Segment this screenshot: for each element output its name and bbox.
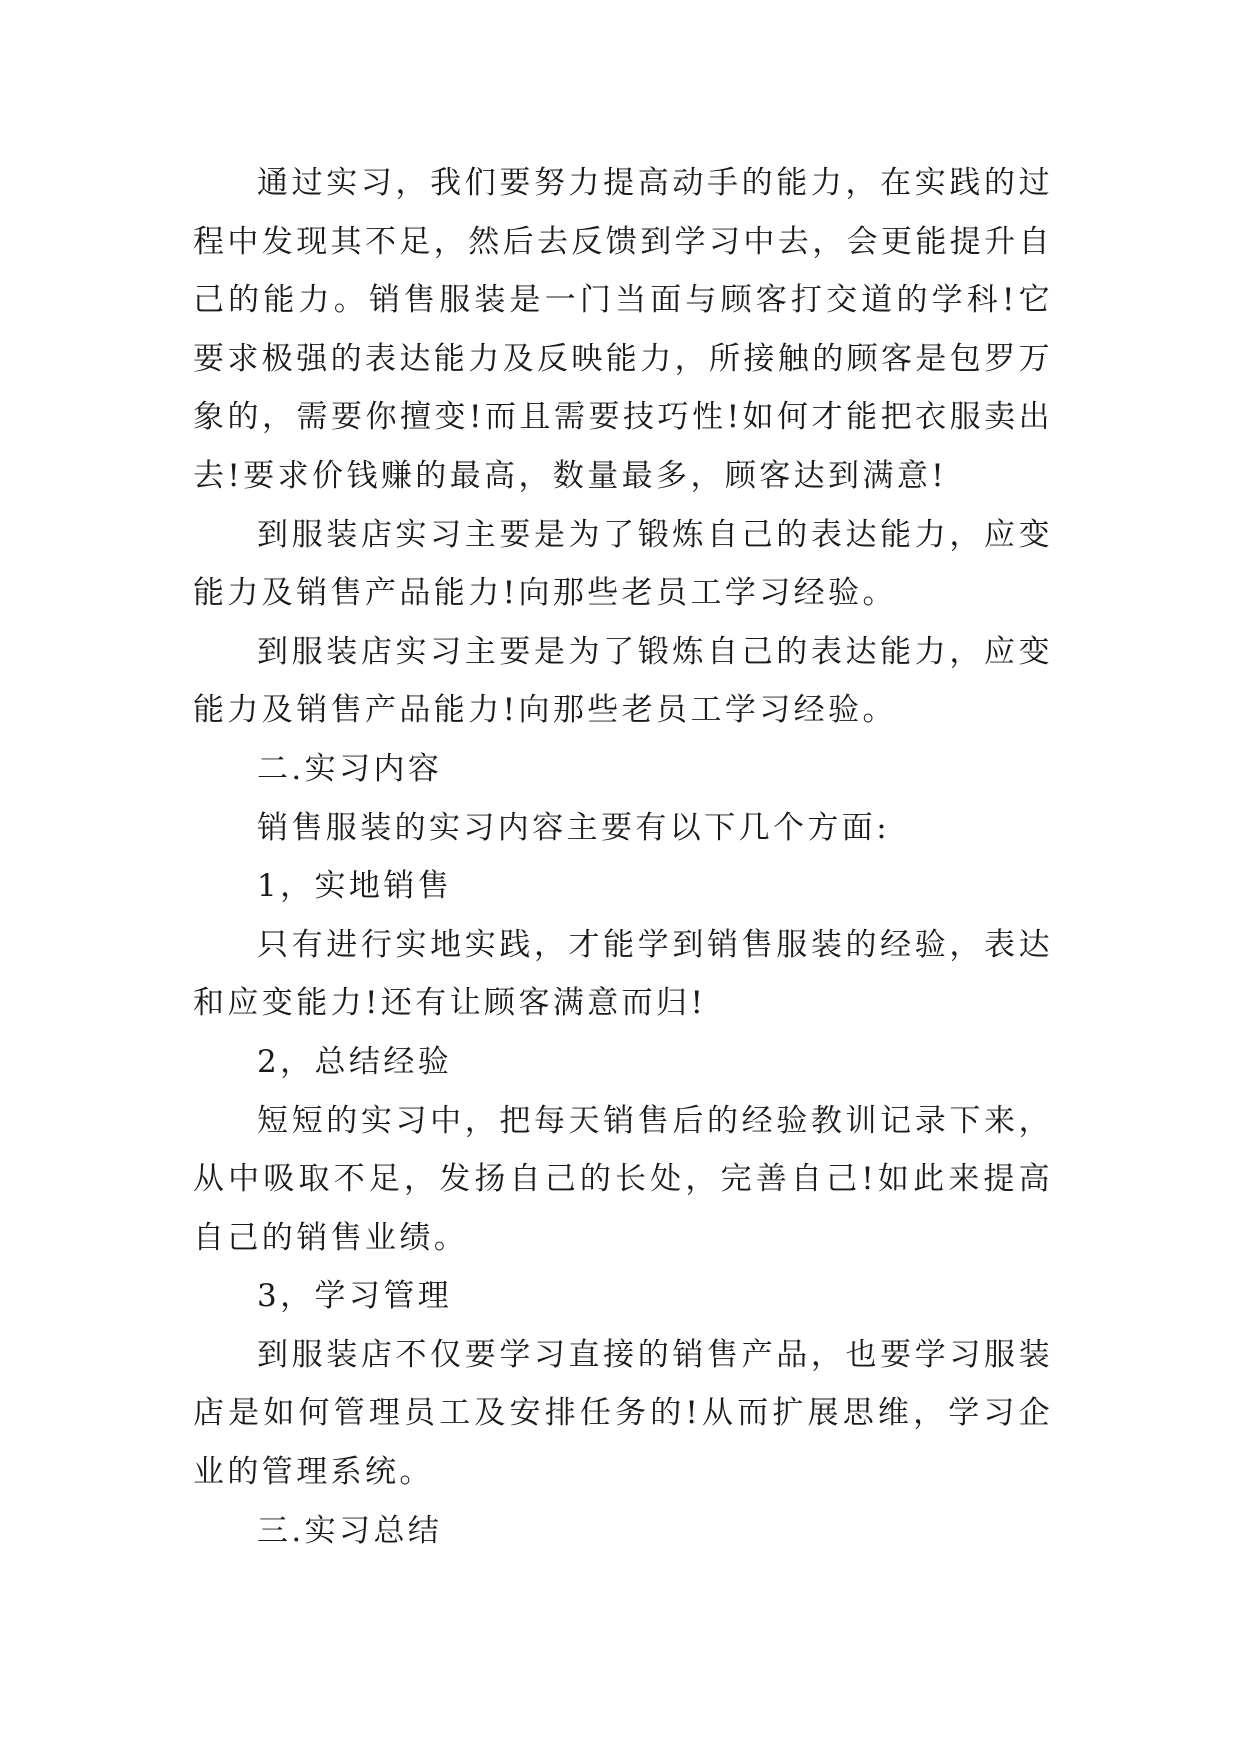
subheading-field-sales: 1，实地销售 [257,868,453,905]
document-body [193,154,1053,1560]
paragraph-field-sales: 只有进行实地实践，才能学到销售服装的经验，表达和应变能力!还有让顾客满意而归! [193,926,1053,1022]
paragraph-internship-purpose: 到服装店实习主要是为了锻炼自己的表达能力，应变能力及销售产品能力!向那些老员工学习经验。 [193,516,1053,612]
paragraph-learn-management: 到服装店不仅要学习直接的销售产品，也要学习服装店是如何管理员工及安排任务的!从而扩展思维，学习企业的管理系统。 [193,1336,1053,1491]
paragraph-summarize-experience: 短短的实习中，把每天销售后的经验教训记录下来，从中吸取不足，发扬自己的长处，完善自己!如此来提高自己的销售业绩。 [193,1102,1053,1256]
subheading-learn-management: 3，学习管理 [257,1278,453,1315]
section-heading-internship-summary: 三.实习总结 [257,1512,443,1549]
paragraph-practice-ability: 通过实习，我们要努力提高动手的能力，在实践的过程中发现其不足，然后去反馈到学习中去，会更能提升自己的能力。销售服装是一门当面与顾客打交道的学科!它要求极强的表达能力及反映能力，所接触的顾客是包罗万象的，需要你擅变!而且需要技巧性!如何才能把衣服卖出去!要求价钱赚的最高，数量最多，顾客达到满意! [193,165,1053,494]
paragraph-content-intro: 销售服装的实习内容主要有以下几个方面: [257,809,891,846]
paragraph-internship-purpose-repeat: 到服装店实习主要是为了锻炼自己的表达能力，应变能力及销售产品能力!向那些老员工学习经验。 [193,633,1053,729]
subheading-summarize-experience: 2，总结经验 [257,1043,453,1080]
section-heading-internship-content: 二.实习内容 [257,750,443,787]
